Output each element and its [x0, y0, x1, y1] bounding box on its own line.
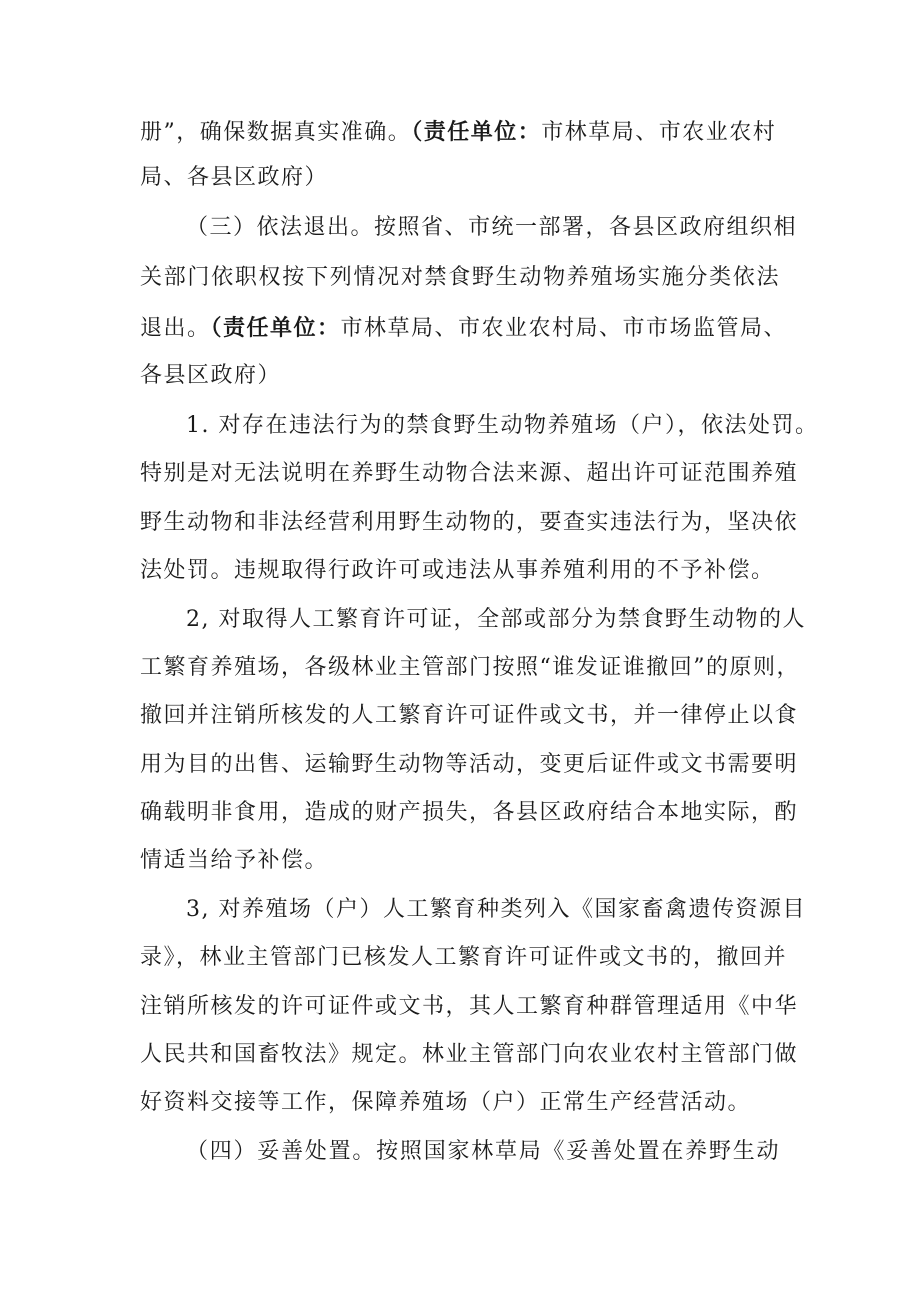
text-line: [140, 750, 799, 780]
text-span: （四）妥善处置。按照国家林草局《妥善处置在养野生动: [186, 1139, 780, 1164]
bold-span: （责任单位：: [411, 119, 542, 145]
text-line: [140, 163, 780, 193]
text-span: 撤回并注销所核发的人工繁育许可证件或文书，并一律停止以食: [140, 703, 799, 728]
text-span: 情适当给予补偿。: [140, 848, 329, 873]
text-span: 用为目的出售、运输野生动物等活动，变更后证件或文书需要明: [140, 752, 799, 777]
text-line: [140, 1088, 780, 1118]
text-span: 人民共和国畜牧法》规定。林业主管部门向农业农村主管部门做: [140, 1042, 799, 1067]
text-span: 录》，林业主管部门已核发人工繁育许可证件或文书的，撤回并: [140, 945, 788, 970]
text-line: [140, 653, 800, 683]
text-span: 确载明非食用，造成的财产损失，各县区政府结合本地实际，酌: [140, 800, 799, 825]
text-span: 野生动物和非法经营利用野生动物的，要查实违法行为，坚决依: [140, 510, 799, 535]
text-line: [140, 1040, 799, 1070]
bold-span: （责任单位：: [210, 315, 341, 341]
text-span: 各县区政府）: [140, 363, 282, 388]
paragraph-first-line: [186, 605, 806, 635]
text-line: [140, 459, 799, 489]
text-span: 法处罚。违规取得行政许可或违法从事养殖利用的不予补偿。: [140, 558, 775, 583]
paragraph-first-line: [186, 213, 798, 243]
text-line: [140, 701, 799, 731]
text-span: 市林草局、市农业农村: [541, 120, 777, 145]
text-line: [140, 992, 799, 1022]
paragraph-first-line: [186, 1137, 780, 1167]
paragraph-first-line: [186, 411, 819, 441]
text-span: 1. 对存在违法行为的禁食野生动物养殖场（户），依法处罚。: [186, 413, 819, 438]
text-line: [140, 943, 788, 973]
text-line: [140, 508, 799, 538]
text-span: 工繁育养殖场，各级林业主管部门按照“谁发证谁撤回”的原则，: [140, 655, 800, 680]
text-span: 2, 对取得人工繁育许可证，全部或部分为禁食野生动物的人: [186, 607, 806, 632]
paragraph-first-line: [186, 895, 806, 925]
text-line: [140, 556, 780, 586]
text-line: [140, 798, 799, 828]
text-span: 册”，确保数据真实准确。: [140, 120, 412, 145]
text-span: 市林草局、市农业农村局、市市场监管局、: [340, 316, 788, 341]
text-span: 退出。: [140, 316, 211, 341]
text-span: 关部门依职权按下列情况对禁食野生动物养殖场实施分类依法: [140, 265, 780, 290]
text-span: 局、各县区政府）: [140, 165, 329, 190]
text-span: 3, 对养殖场（户）人工繁育种类列入《国家畜禽遗传资源目: [186, 897, 806, 922]
text-line: [140, 313, 787, 343]
text-line: [140, 846, 780, 876]
text-line: [140, 263, 780, 293]
text-line: [140, 117, 776, 147]
text-span: 特别是对无法说明在养野生动物合法来源、超出许可证范围养殖: [140, 461, 799, 486]
text-span: 好资料交接等工作，保障养殖场（户）正常生产经营活动。: [140, 1090, 752, 1115]
text-line: [140, 361, 780, 391]
text-span: （三）依法退出。按照省、市统一部署，各县区政府组织相: [186, 215, 798, 240]
text-span: 注销所核发的许可证件或文书，其人工繁育种群管理适用《中华: [140, 994, 799, 1019]
